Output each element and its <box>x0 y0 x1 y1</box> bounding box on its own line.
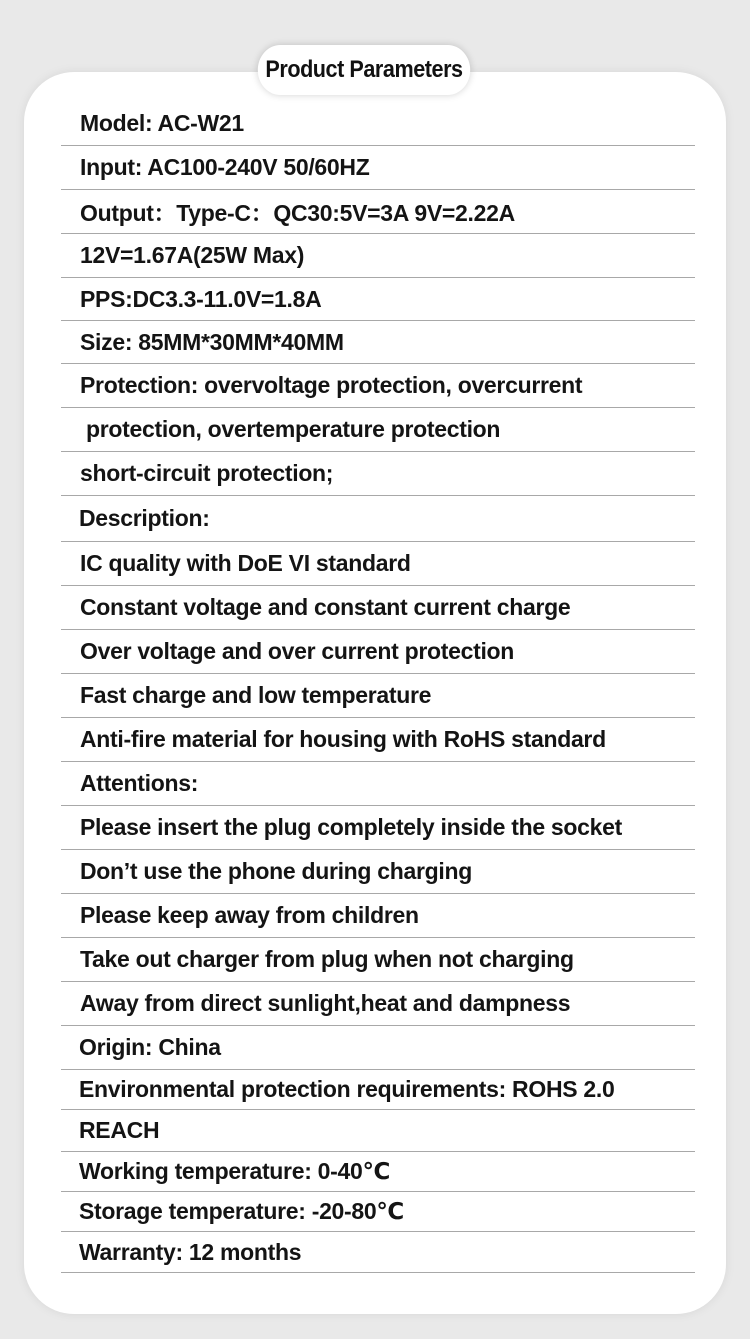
param-row: 12V=1.67A(25W Max) <box>61 234 695 278</box>
param-row: Environmental protection requirements: ROHS 2.0 <box>61 1070 695 1110</box>
param-row: Working temperature: 0-40℃ <box>61 1152 695 1192</box>
param-row: Anti-fire material for housing with RoHS standard <box>61 718 695 762</box>
param-row: REACH <box>61 1110 695 1152</box>
param-row: IC quality with DoE VI standard <box>61 542 695 586</box>
param-row: Input: AC100-240V 50/60HZ <box>61 146 695 190</box>
param-row: Away from direct sunlight,heat and dampness <box>61 982 695 1026</box>
param-row: Please keep away from children <box>61 894 695 938</box>
param-row: Fast charge and low temperature <box>61 674 695 718</box>
param-row: Model: AC-W21 <box>61 102 695 146</box>
param-row: Origin: China <box>61 1026 695 1070</box>
param-row: Over voltage and over current protection <box>61 630 695 674</box>
param-row: Don’t use the phone during charging <box>61 850 695 894</box>
parameters-list <box>61 102 695 1273</box>
param-row: Description: <box>61 496 695 542</box>
param-row: PPS:DC3.3-11.0V=1.8A <box>61 278 695 321</box>
param-row: Size: 85MM*30MM*40MM <box>61 321 695 364</box>
param-row: Protection: overvoltage protection, overcurrent <box>61 364 695 408</box>
param-row: protection, overtemperature protection <box>61 408 695 452</box>
param-row: Warranty: 12 months <box>61 1232 695 1273</box>
section-title: Product Parameters <box>258 45 470 95</box>
param-row: Please insert the plug completely inside the socket <box>61 806 695 850</box>
param-row: Attentions: <box>61 762 695 806</box>
param-row: Constant voltage and constant current charge <box>61 586 695 630</box>
param-row: short-circuit protection; <box>61 452 695 496</box>
param-row: Output：Type-C：QC30:5V=3A 9V=2.22A <box>61 190 695 234</box>
param-row: Take out charger from plug when not charging <box>61 938 695 982</box>
param-row: Storage temperature: -20-80℃ <box>61 1192 695 1232</box>
